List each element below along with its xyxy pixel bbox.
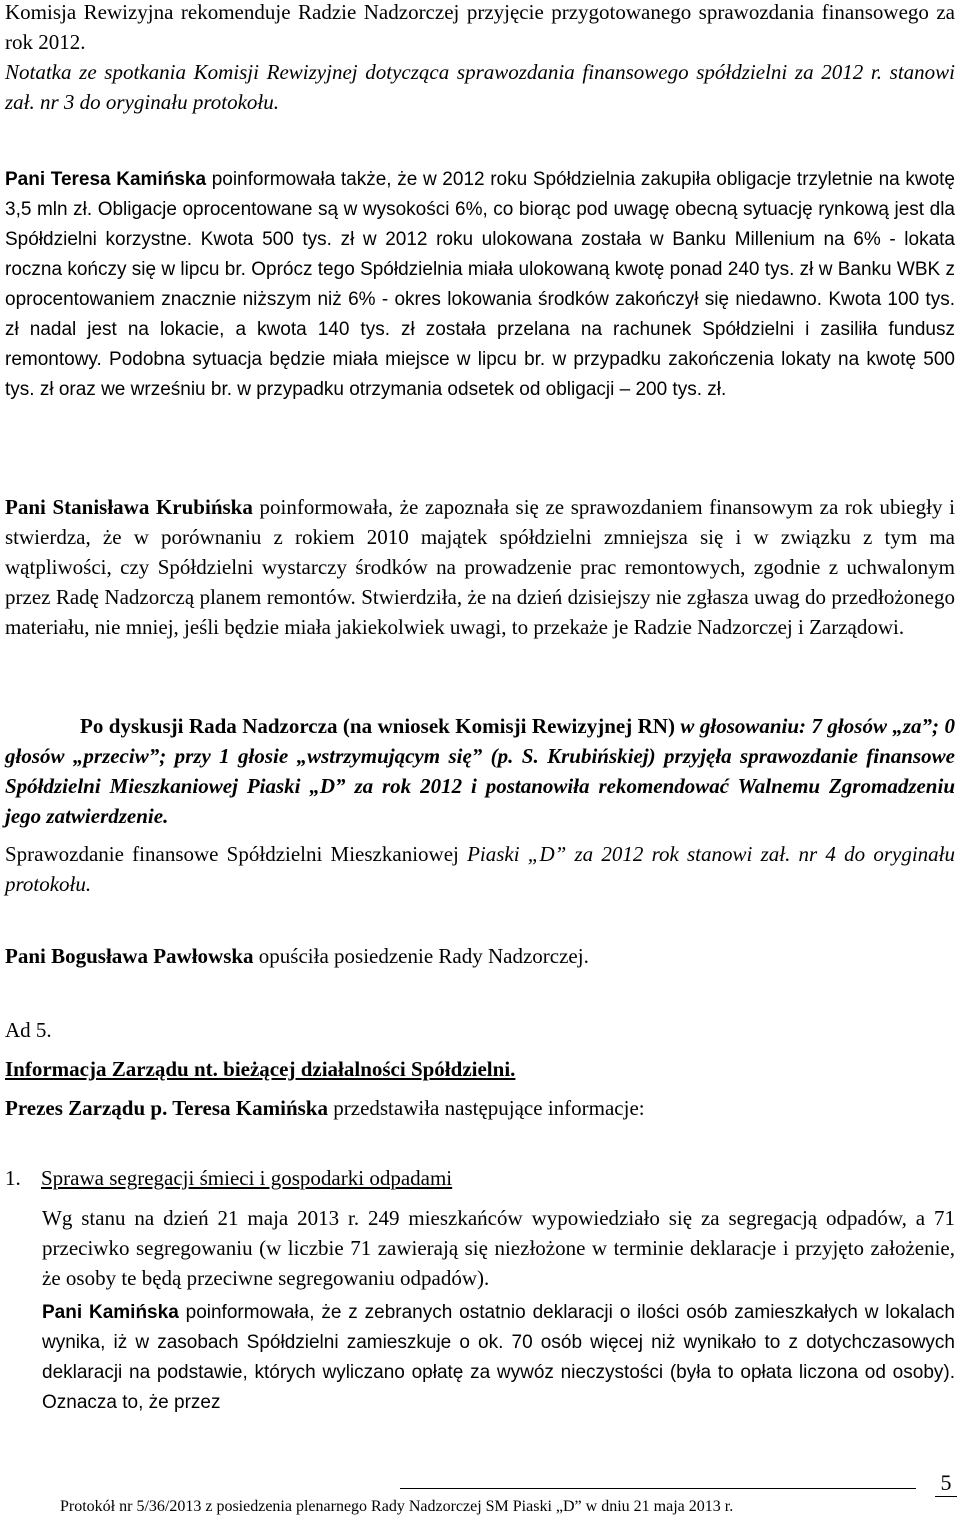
paragraph-text: Komisja Rewizyjna rekomenduje Radzie Nadzorczej przyjęcie przygotowanego sprawozdania finansowego za rok 2012. [5,0,955,54]
list-item-title-text: Sprawa segregacji śmieci i gospodarki odpadami [41,1166,453,1190]
paragraph-text: Wg stanu na dzień 21 maja 2013 r. 249 mieszkańców wypowiedziało się za segregacją odpadów, a 71 przeciwko segregowaniu (w liczbie 71 zawierają się niezłożone w terminie deklaracje i przyjęto założenie, że osoby te będą przeciwne segregowaniu odpadów). [42,1206,955,1290]
paragraph-kaminska-report [5,165,955,405]
section-title [5,1054,955,1084]
section-intro [5,1093,955,1123]
paragraph-note-attachment [5,57,955,117]
title-text: Informacja Zarządu nt. bieżącej działalności Spółdzielni. [5,1057,516,1081]
heading-text: Ad 5. [5,1018,52,1042]
paragraph-financial-report-attachment [5,839,955,899]
paragraph-text: Notatka ze spotkania Komisji Rewizyjnej dotycząca sprawozdania finansowego spółdzielni za 2012 r. stanowi zał. nr 3 do oryginału protokołu. [5,60,955,114]
speaker-name: Pani Teresa Kamińska [5,169,207,190]
speaker-name: Prezes Zarządu p. Teresa Kamińska [5,1096,328,1120]
paragraph-italic-text: Piaski „D” za 2012 rok stanowi zał. nr 4 do oryginału protokołu. [5,842,956,896]
section-heading-ad5 [5,1015,955,1045]
paragraph-resolution [5,711,955,831]
list-item-paragraph-kaminska [42,1298,955,1418]
speaker-name: Pani Bogusława Pawłowska [5,944,254,968]
paragraph-text: poinformowała także, że w 2012 roku Spółdzielnia zakupiła obligacje trzyletnie na kwotę 3,5 mln zł. Obligacje oprocentowane są w wysokości 6%, co biorąc pod uwagę obecną sytuację rynkową jest dla Spółdzielni korzystne. Kwota 500 tys. zł w 2012 roku ulokowana została w Banku Millenium na 6% - lokata roczna kończy się w lipcu br. Oprócz tego Spółdzielnia miała ulokowaną kwotę ponad 240 tys. zł w Banku WBK z oprocentowaniem znacznie niższym niż 6% - okres lokowania środków zakończył się niedawno. Kwota 100 tys. zł nadal jest na lokacie, a kwota 140 tys. zł została przelana na rachunek Spółdzielni i zasiliła fundusz remontowy. Podobna sytuacja będzie miała miejsce w lipcu br. w przypadku zakończenia lokaty na kwotę 500 tys. zł oraz we wrześniu br. w przypadku otrzymania odsetek od obligacji – 200 tys. zł. [5,169,955,400]
list-item-title [5,1163,955,1193]
paragraph-text: przedstawiła następujące informacje: [328,1096,645,1120]
resolution-italic-text: w głosowaniu: 7 głosów „za”; 0 głosów „przeciw”; przy 1 głosie „wstrzymującym się” (p. S. Krubińskiej) przyjęła sprawozdanie finansowe Spółdzielni Mieszkaniowej Piaski „D” za rok 2012 i postanowiła rekomendować Walnemu Zgromadzeniu jego zatwierdzenie. [5,714,955,828]
resolution-bold-text: Po dyskusji Rada Nadzorcza (na wniosek Komisji Rewizyjnej RN) [80,714,681,738]
speaker-name: Pani Kamińska [42,1302,179,1323]
speaker-name: Pani Stanisława Krubińska [5,495,253,519]
paragraph-pawlowska-left [5,941,955,971]
paragraph-text: poinformowała, że zapoznała się ze sprawozdaniem finansowym za rok ubiegły i stwierdza, że w porównaniu z rokiem 2010 majątek spółdzielni zmniejsza się i w związku z tym ma wątpliwości, czy Spółdzielni wystarczy środków na prowadzenie prac remontowych, zgodnie z uchwalonym przez Radę Nadzorczą planem remontów. Stwierdziła, że na dzień dzisiejszy nie zgłasza uwag do przedłożonego materiału, nie mniej, jeśli będzie miała jakiekolwiek uwagi, to przekaże je Radzie Nadzorczej i Zarządowi. [5,495,955,639]
paragraph-text: Sprawozdanie finansowe Spółdzielni Mieszkaniowej [5,842,468,866]
paragraph-text: poinformowała, że z zebranych ostatnio deklaracji o ilości osób zamieszkałych w lokalach wynika, iż w zasobach Spółdzielni zamieszkuje o ok. 70 osób więcej niż wynikało to z dotychczasowych deklaracji na podstawie, których wyliczano opłatę za wywóz nieczystości (była to opłata liczona od osoby). Oznacza to, że przez [42,1302,955,1413]
paragraph-commission-recommendation [5,0,955,57]
page-number: 5 [935,1470,957,1497]
paragraph-text: opuściła posiedzenie Rady Nadzorczej. [253,944,589,968]
list-item-paragraph [42,1203,955,1293]
list-item-number: 1. [5,1166,21,1190]
page-footer [60,1488,916,1515]
paragraph-krubinska-report [5,492,955,642]
footer-text: Protokół nr 5/36/2013 z posiedzenia plenarnego Rady Nadzorczej SM Piaski „D” w dniu 21 maja 2013 r. [60,1498,734,1515]
